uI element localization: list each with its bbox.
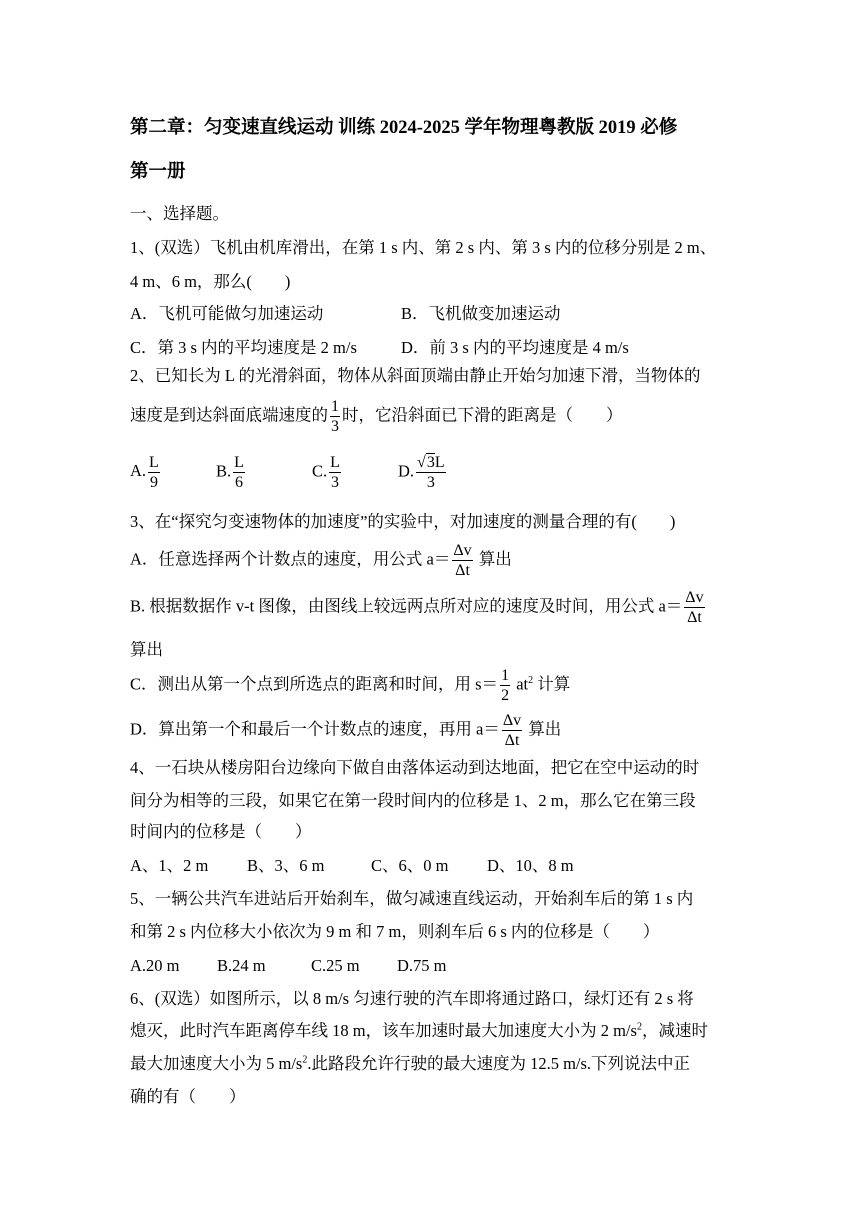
document-title-line1: 第二章：匀变速直线运动 训练 2024-2025 学年物理粤教版 2019 必修 xyxy=(130,118,678,138)
question-5-options xyxy=(130,956,447,976)
question-4-option-c: C、6、0 m xyxy=(371,856,449,875)
question-4-line1: 4、一石块从楼房阳台边缘向下做自由落体运动到达地面，把它在空中运动的时 xyxy=(130,758,700,777)
question-4-options xyxy=(130,856,574,876)
question-3-option-a: A．任意选择两个计数点的速度，用公式 a＝ $\frac{\Delta v}{\Delta t}$ 算出 xyxy=(130,542,512,579)
question-6-line4: 确的有（ ） xyxy=(130,1087,246,1106)
section-heading: 一、选择题。 xyxy=(130,204,229,223)
question-5-line2: 和第 2 s 内位移大小依次为 9 m 和 7 m，则刹车后 6 s 内的位移是（ ） xyxy=(130,922,660,941)
question-2-option-d: D. $\frac{√3L}{3}$ xyxy=(398,454,445,491)
question-1-option-c: C．第 3 s 内的平均速度是 2 m/s xyxy=(130,338,357,357)
question-2-options xyxy=(130,453,445,492)
document-title-line2: 第一册 xyxy=(130,162,186,182)
question-1-option-b: B．飞机做变加速运动 xyxy=(401,304,561,323)
question-2-option-c: C. $\frac{L}{3}$ xyxy=(312,454,340,491)
fraction-one-third: $\frac{1}{3}$ xyxy=(331,398,339,435)
question-5-line1: 5、一辆公共汽车进站后开始刹车，做匀减速直线运动，开始刹车后的第 1 s 内 xyxy=(130,889,694,908)
question-3-line1: 3、在“探究匀变速物体的加速度”的实验中，对加速度的测量合理的有( ) xyxy=(130,512,676,531)
question-6-line1: 6、(双选）如图所示，以 8 m/s 匀速行驶的汽车即将通过路口，绿灯还有 2 s 将 xyxy=(130,989,694,1008)
question-4-option-a: A、1、2 m xyxy=(130,856,209,875)
question-2-line2: 速度是到达斜面底端速度的 $\frac{1}{3}$ 时，它沿斜面已下滑的距离是（ ） xyxy=(130,398,623,435)
question-4-option-b: B、3、6 m xyxy=(247,856,325,875)
question-5-option-c: C.25 m xyxy=(311,956,360,975)
question-4-line3: 时间内的位移是（ ） xyxy=(130,822,312,841)
question-5-option-b: B.24 m xyxy=(217,956,266,975)
question-1-line1: 1、(双选）飞机由机库滑出，在第 1 s 内、第 2 s 内、第 3 s 内的位移分别是 2 m、 xyxy=(130,238,717,257)
question-2-option-a: A. $\frac{L}{9}$ xyxy=(130,454,159,491)
question-4-option-d: D、10、8 m xyxy=(487,856,574,875)
question-1-option-a: A．飞机可能做匀加速运动 xyxy=(130,304,324,323)
question-5-option-a: A.20 m xyxy=(130,956,180,975)
question-1-option-d: D．前 3 s 内的平均速度是 4 m/s xyxy=(401,338,629,357)
question-3-option-d: D．算出第一个和最后一个计数点的速度，再用 a＝ $\frac{\Delta v}{\Delta t}$ 算出 xyxy=(130,712,562,749)
question-6-line3: 最大加速度大小为 5 $m/s^2$.此路段允许行驶的最大速度为 12.5 m/s.下列说法中正 xyxy=(130,1054,691,1073)
question-1-options-cd xyxy=(130,338,629,358)
question-5-option-d: D.75 m xyxy=(397,956,447,975)
question-6-line2: 熄灭，此时汽车距离停车线 18 m，该车加速时最大加速度大小为 2 $m/s^2$，减速时 xyxy=(130,1021,708,1040)
question-3-option-b: B. 根据数据作 v-t 图像，由图线上较远两点所对应的速度及时间，用公式 a＝ $\frac{\Delta v}{\Delta t}$ xyxy=(130,589,704,626)
question-1-options-ab xyxy=(130,304,561,324)
square-root-symbol: √3 xyxy=(417,454,435,471)
question-1-line2: 4 m、6 m，那么( ) xyxy=(130,272,291,291)
question-2-line1: 2、已知长为 L 的光滑斜面，物体从斜面顶端由静止开始匀加速下滑，当物体的 xyxy=(130,366,701,385)
question-2-option-b: B. $\frac{L}{6}$ xyxy=(216,454,244,491)
question-4-line2: 间分为相等的三段，如果它在第一段时间内的位移是 1、2 m，那么它在第三段 xyxy=(130,791,696,810)
question-3-option-c: C．测出从第一个点到所选点的距离和时间，用 s＝ $\frac{1}{2}$ $at^2$ 计算 xyxy=(130,667,571,704)
question-3-option-b-cont: 算出 xyxy=(130,640,163,659)
